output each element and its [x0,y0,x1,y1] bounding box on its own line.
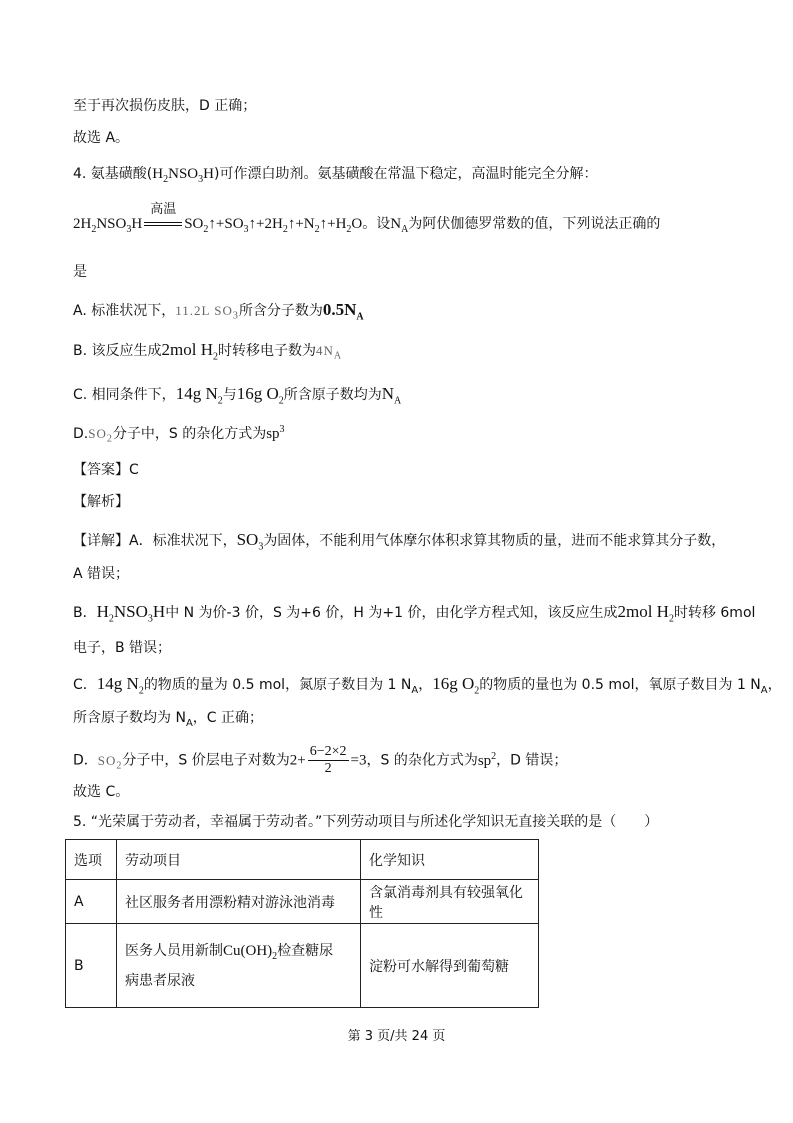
header-option: 选项 [66,840,117,880]
text-select-c: 故选 C。 [73,784,130,800]
option-d: $D.SO_2$分子中，S 的杂化方式为$sp^3$ [73,424,285,445]
text-line-2: 故选 A。 [73,130,130,146]
header-project: 劳动项目 [117,840,361,880]
row-option: A [66,880,117,924]
question-4-stem: 4. 氨基磺酸$(H_2NSO_3H)$可作漂白助剂。氨基磺酸在常温下稳定，高温时能完全分解： [73,166,598,185]
detail-d: D．$SO_2$分子中，S 价层电子对数为2+ $\frac{6-2\times 2}{2}$ =3，S 的杂化方式为$sp^2$，D 错误； [73,744,568,776]
option-a: A. 标准状况下，11.2L $SO_3$所含分子数为$0.5N_A$ [73,300,364,323]
option-b: B. 该反应生成2mol $H_2$时转移电子数为$4N_A$ [73,340,343,363]
detail-a-cont: A 错误； [73,566,130,582]
table-row [66,924,539,1008]
row-knowledge: 淀粉可水解得到葡萄糖 [361,924,539,1008]
detail-b-cont: 电子，B 错误； [73,640,172,656]
row-project: 社区服务者用漂粉精对游泳池消毒 [117,880,361,924]
detail-b: B．$H_2NSO_3H$中 N 为价-3 价，S 为+6 价，H 为+1 价，由化学方程式知，该反应生成2mol $H_2$时转移 6mol [73,602,756,625]
table-row [66,880,539,924]
row-project: 医务人员用新制$Cu(OH)_2$检查糖尿 病患者尿液 [117,924,361,1008]
row-option: B [66,924,117,1008]
detail-c: C．14g $N_2$的物质的量为 0.5 mol，氮原子数目为 1 $N_A$，16g $O_2$的物质的量也为 0.5 mol，氧原子数目为 1 $N_A$， [73,674,782,697]
answer: 【答案】C [73,462,139,478]
option-c: C. 相同条件下，14g $N_2$与16g $O_2$所含原子数均为$N_A$ [73,384,402,407]
labor-knowledge-table [65,839,539,1008]
decomposition-equation: $2H_2NSO_3H$ 高温 $SO_2↑+SO_3↑+2H_2↑+N_2↑+H_2O$。设$N_A$为阿伏伽德罗常数的值，下列说法正确的 [73,202,661,235]
table-header-row [66,840,539,880]
detail-a: 【详解】A．标准状况下，$SO_3$为固体，不能利用气体摩尔体积求算其物质的量，进而不能求算其分子数， [73,530,726,553]
row-knowledge: 含氯消毒剂具有较强氧化性 [361,880,539,924]
text-line-1: 至于再次损伤皮肤，D 正确； [73,98,257,114]
analysis-label: 【解析】 [73,494,129,510]
header-knowledge: 化学知识 [361,840,539,880]
page-footer: 第 3 页/共 24 页 [347,1029,446,1044]
question-5-stem: 5. “光荣属于劳动者，幸福属于劳动者。”下列劳动项目与所述化学知识无直接关联的是（ ） [73,814,659,830]
text-shi: 是 [73,264,87,280]
detail-c-cont: 所含原子数均为 $N_A$，C 正确； [73,710,264,729]
